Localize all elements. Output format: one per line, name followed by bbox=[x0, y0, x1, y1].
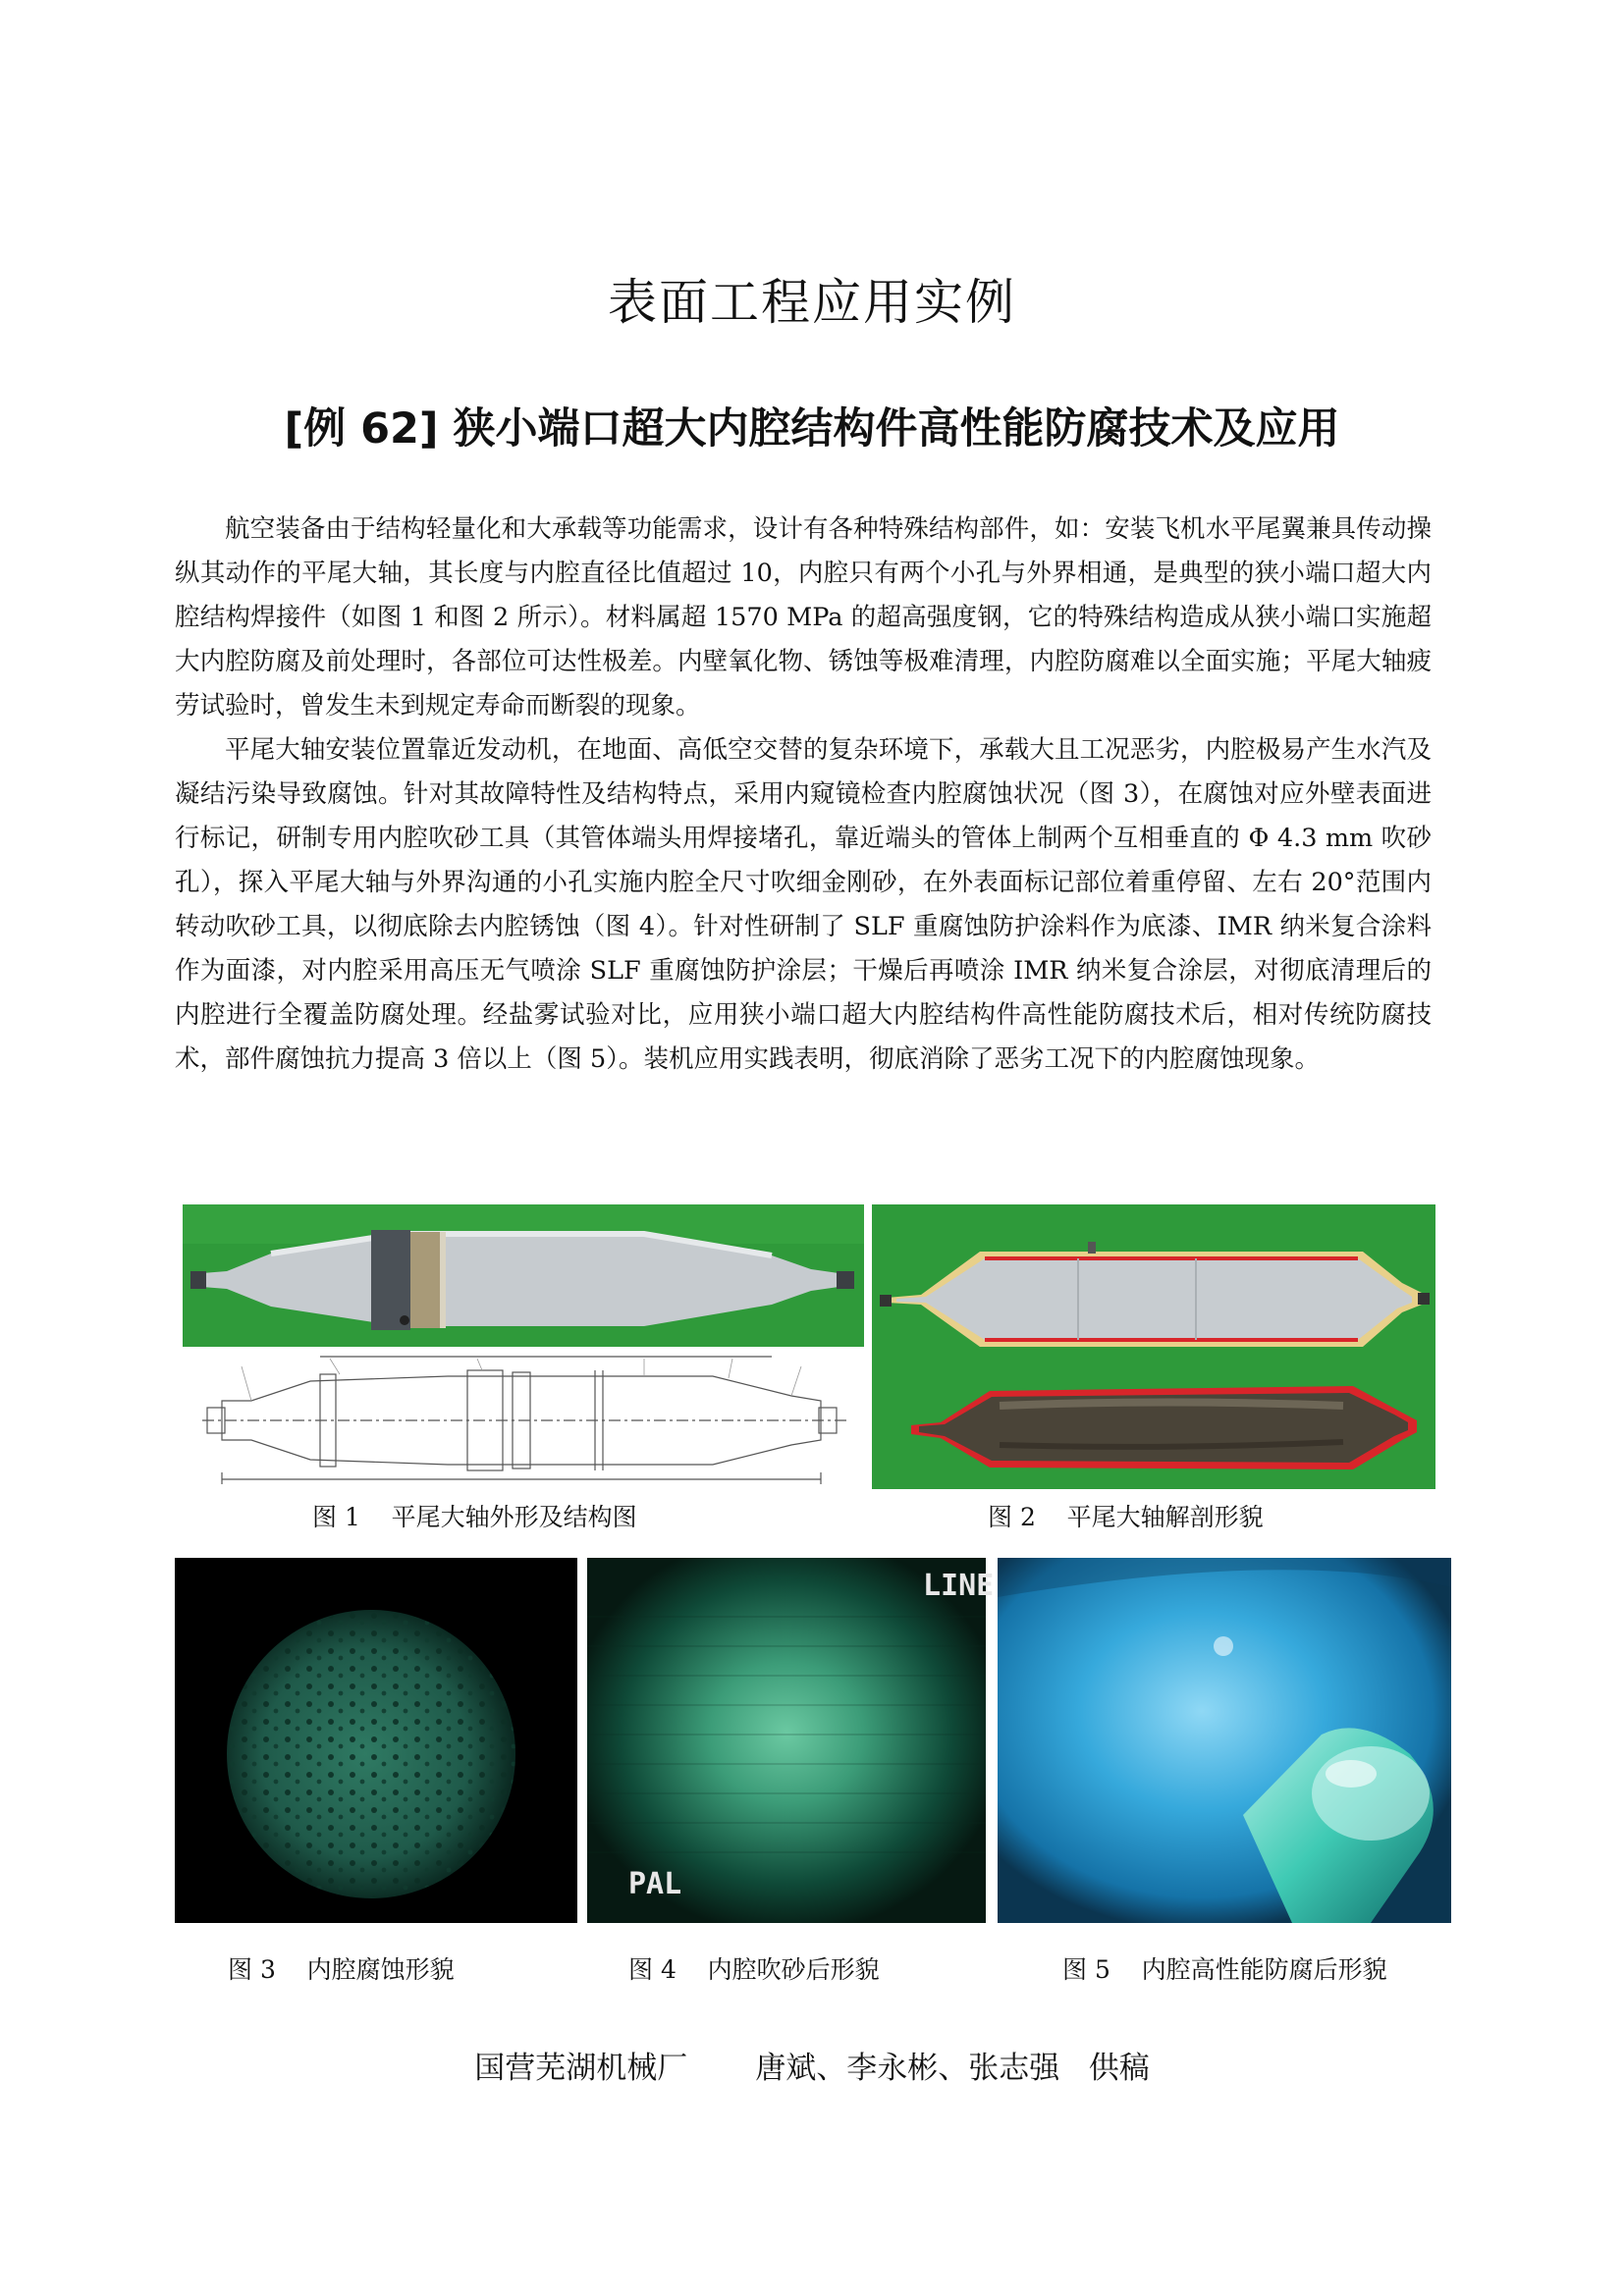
body-text bbox=[175, 507, 1432, 1082]
figure-5-photo bbox=[998, 1558, 1451, 1923]
figure-4-caption: 图 4 内腔吹砂后形貌 bbox=[628, 1955, 880, 1984]
credit-line: 国营芜湖机械厂 唐斌、李永彬、张志强 供稿 bbox=[474, 2051, 1150, 2086]
figure-5-caption: 图 5 内腔高性能防腐后形貌 bbox=[1062, 1955, 1387, 1984]
figure-2-caption: 图 2 平尾大轴解剖形貌 bbox=[988, 1503, 1264, 1531]
figure-1-caption: 图 1 平尾大轴外形及结构图 bbox=[312, 1503, 637, 1531]
figure-4-overlay-pal: PAL bbox=[628, 1867, 682, 1901]
figure-4-photo bbox=[587, 1558, 995, 1923]
figure-4-overlay-line: LINE bbox=[923, 1569, 995, 1603]
figure-3-photo bbox=[175, 1558, 577, 1923]
figure-2-photo bbox=[872, 1204, 1435, 1489]
page-title: 表面工程应用实例 bbox=[608, 274, 1016, 331]
figure-1-photo bbox=[183, 1204, 864, 1347]
figure-1-drawing bbox=[183, 1347, 864, 1489]
paragraph-1: 航空装备由于结构轻量化和大承载等功能需求，设计有各种特殊结构部件，如：安装飞机水平尾翼兼具传动操纵其动作的平尾大轴，其长度与内腔直径比值超过 10，内腔只有两个小孔与外界相通，是典型的狭小端口超大内腔结构焊接件（如图 1 和图 2 所示）。材料属超 1570 MPa 的超高强度钢，它的特殊结构造成从狭小端口实施超大内腔防腐及前处理时，各部位可达性极差。内壁氧化物、锈蚀等极难清理，内腔防腐难以全面实施；平尾大轴疲劳试验时，曾发生未到规定寿命而断裂的现象。 bbox=[175, 514, 1432, 721]
figure-3-caption: 图 3 内腔腐蚀形貌 bbox=[228, 1955, 455, 1984]
article-title: [例 62] 狭小端口超大内腔结构件高性能防腐技术及应用 bbox=[284, 404, 1340, 454]
paragraph-2: 平尾大轴安装位置靠近发动机，在地面、高低空交替的复杂环境下，承载大且工况恶劣，内腔极易产生水汽及凝结污染导致腐蚀。针对其故障特性及结构特点，采用内窥镜检查内腔腐蚀状况（图 3），在腐蚀对应外壁表面进行标记，研制专用内腔吹砂工具（其管体端头用焊接堵孔，靠近端头的管体上制两个互相垂直的 Φ 4.3 mm 吹砂孔），探入平尾大轴与外界沟通的小孔实施内腔全尺寸吹细金刚砂，在外表面标记部位着重停留、左右 20°范围内转动吹砂工具，以彻底除去内腔锈蚀（图 4）。针对性研制了 SLF 重腐蚀防护涂料作为底漆、IMR 纳米复合涂料作为面漆，对内腔采用高压无气喷涂 SLF 重腐蚀防护涂层；干燥后再喷涂 IMR 纳米复合涂层，对彻底清理后的内腔进行全覆盖防腐处理。经盐雾试验对比，应用狭小端口超大内腔结构件高性能防腐技术后，相对传统防腐技术，部件腐蚀抗力提高 3 倍以上（图 5）。装机应用实践表明，彻底消除了恶劣工况下的内腔腐蚀现象。 bbox=[175, 735, 1432, 1074]
